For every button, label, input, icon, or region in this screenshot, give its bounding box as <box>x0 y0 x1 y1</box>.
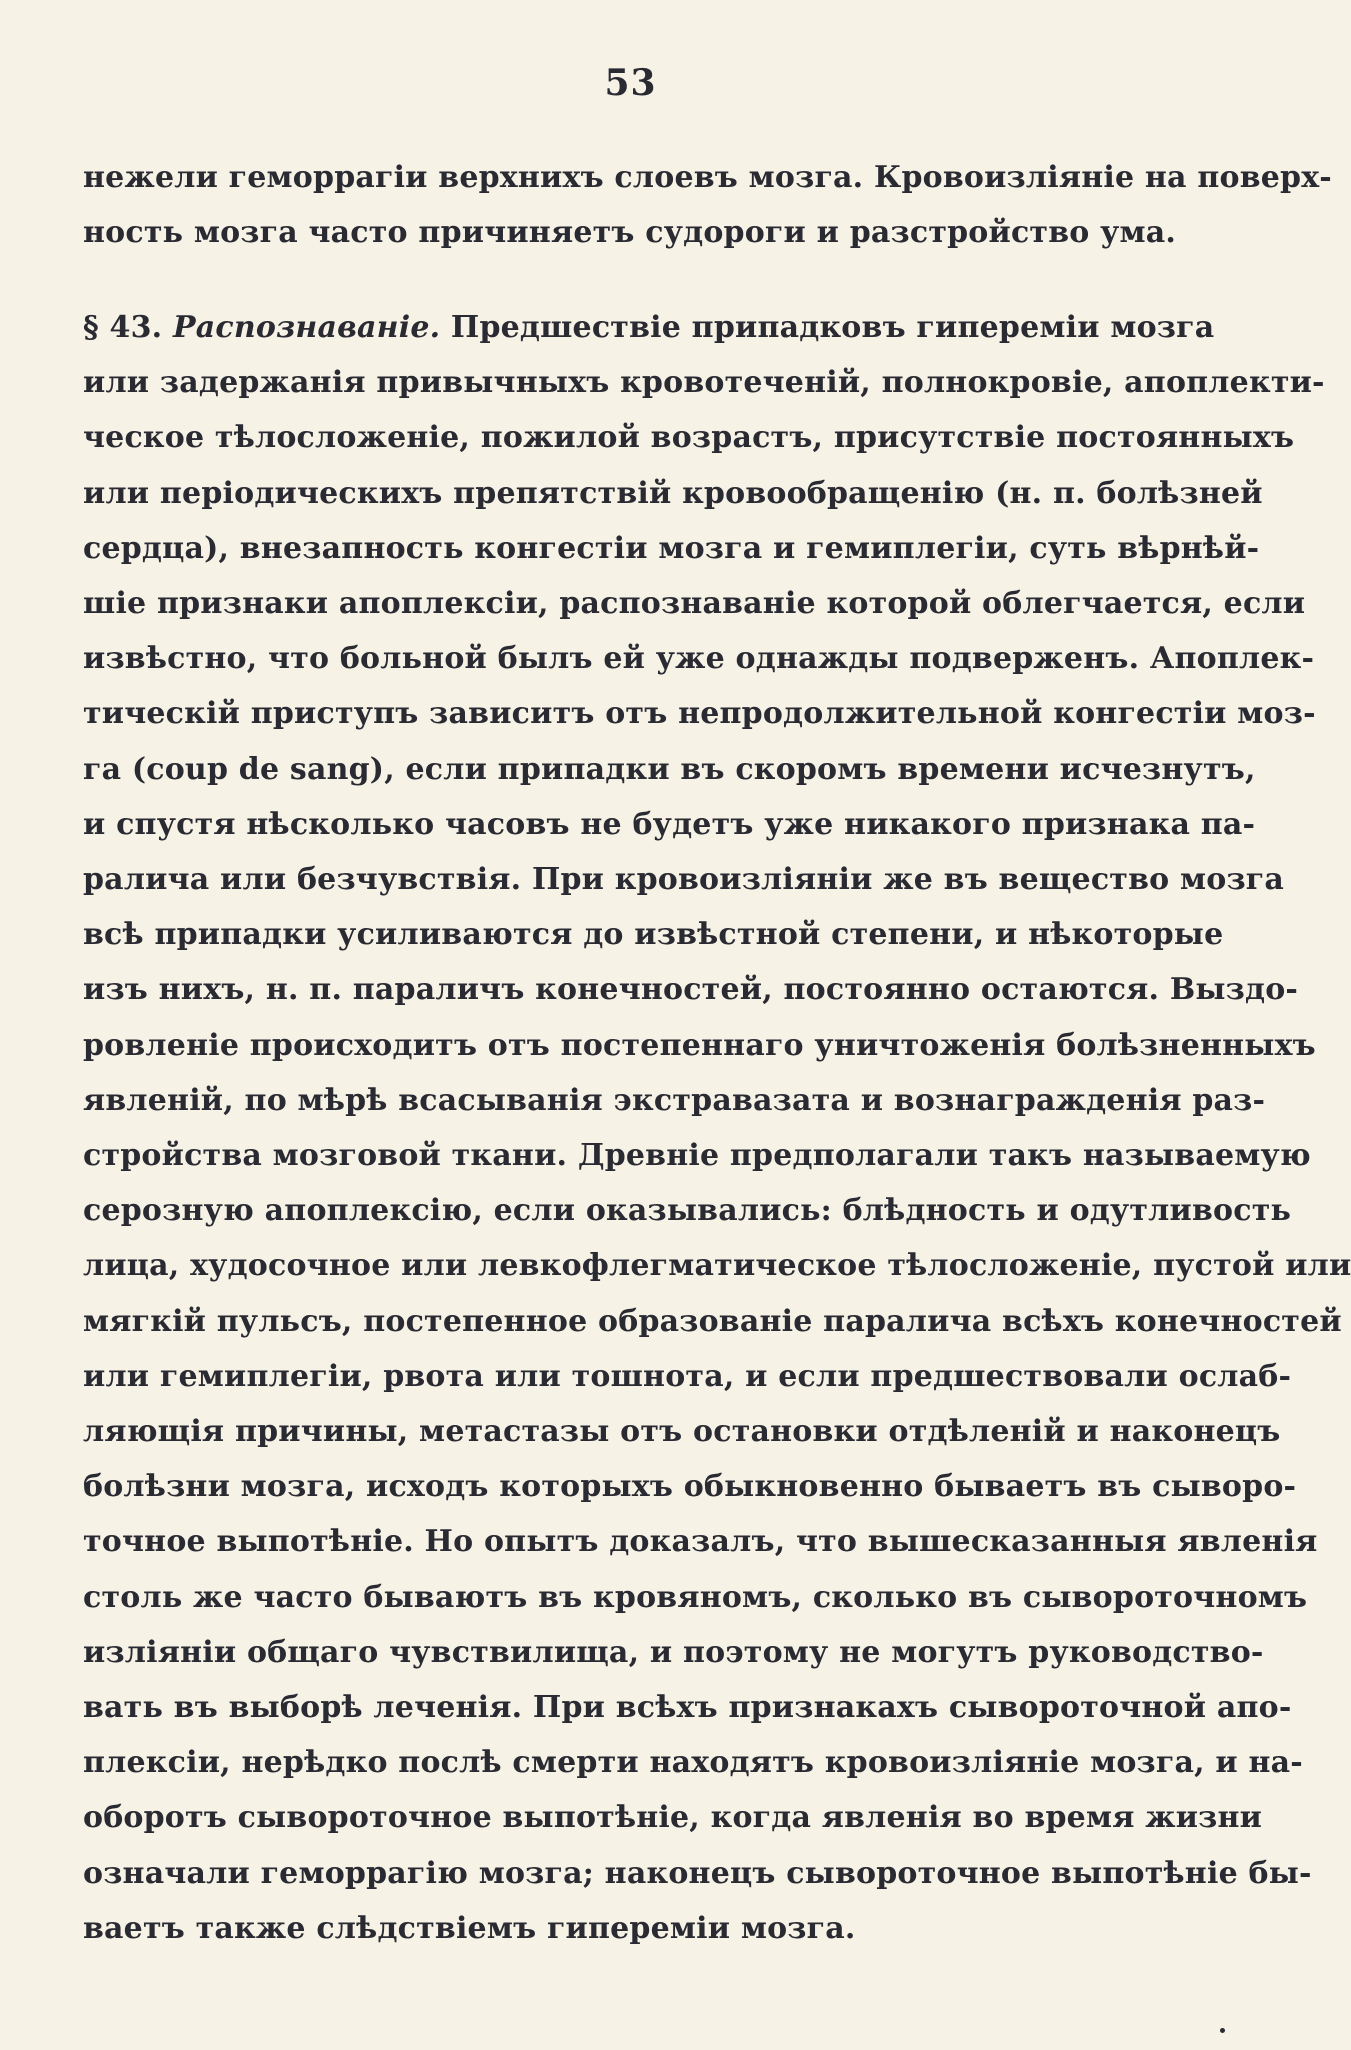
text-line: означали геморрагію мозга; наконецъ сывороточное выпотѣніе бы- <box>83 1855 1312 1891</box>
text-line: тическій приступъ зависитъ отъ непродолжительной конгестіи моз- <box>83 696 1316 732</box>
text-line: всѣ припадки усиливаются до извѣстной степени, и нѣкоторые <box>83 917 1224 953</box>
text-line: ность мозга часто причиняетъ судороги и разстройство ума. <box>83 215 1177 251</box>
text-line: мягкій пульсъ, постепенное образованіе паралича всѣхъ конечностей <box>83 1303 1342 1339</box>
text-line: ровленіе происходитъ отъ постепеннаго уничтоженія болѣзненныхъ <box>83 1027 1316 1063</box>
text-line: точное выпотѣніе. Но опытъ доказалъ, что вышесказанныя явленія <box>83 1524 1318 1560</box>
text-line: извѣстно, что больной былъ ей уже однажды подверженъ. Апоплек- <box>83 641 1315 677</box>
text-line: или періодическихъ препятствій кровообращенію (н. п. болѣзней <box>83 475 1263 511</box>
text-line: болѣзни мозга, исходъ которыхъ обыкновенно бываетъ въ сыворо- <box>83 1469 1297 1505</box>
text-line: ралича или безчувствія. При кровоизліяніи же въ вещество мозга <box>83 862 1285 898</box>
text-line: столь же часто бываютъ въ кровяномъ, сколько въ сывороточномъ <box>83 1579 1308 1615</box>
text-line: изліяніи общаго чувствилища, и поэтому не могутъ руководство- <box>83 1634 1264 1670</box>
text-line: явленій, по мѣрѣ всасыванія экстравазата и вознагражденія раз- <box>83 1082 1266 1118</box>
text-line: или задержанія привычныхъ кровотеченій, полнокровіе, апоплекти- <box>83 365 1325 401</box>
text-line: стройства мозговой ткани. Древніе предполагали такъ называемую <box>83 1138 1311 1174</box>
text-line: серозную апоплексію, если оказывались: блѣдность и одутливость <box>83 1193 1292 1229</box>
section-43-paragraph <box>83 300 1351 1956</box>
section-first-line-text: Предшествіе припадковъ гипереміи мозга <box>450 310 1215 345</box>
text-line: оборотъ сывороточное выпотѣніе, когда явленія во время жизни <box>83 1800 1263 1836</box>
text-line: ваетъ также слѣдствіемъ гипереміи мозга. <box>83 1910 856 1946</box>
text-line: лица, худосочное или левкофлегматическое тѣлосложеніе, пустой или <box>83 1248 1351 1284</box>
text-line: плексіи, нерѣдко послѣ смерти находятъ кровоизліяніе мозга, и на- <box>83 1745 1303 1781</box>
section-number: § 43. <box>83 310 163 345</box>
text-line: и спустя нѣсколько часовъ не будетъ уже никакого признака па- <box>83 806 1256 842</box>
text-line: вать въ выборѣ леченія. При всѣхъ признакахъ сывороточной апо- <box>83 1690 1292 1726</box>
text-line: ляющія причины, метастазы отъ остановки отдѣленій и наконецъ <box>83 1414 1281 1450</box>
text-line: изъ нихъ, н. п. параличъ конечностей, постоянно остаются. Выздо- <box>83 972 1299 1008</box>
text-line: га (coup de sang), если припадки въ скоромъ времени исчезнутъ, <box>83 751 1256 787</box>
text-line: нежели геморрагіи верхнихъ слоевъ мозга. Кровоизліяніе на поверх- <box>83 160 1332 195</box>
ink-speck <box>1220 2028 1225 2033</box>
intro-paragraph <box>83 150 1332 260</box>
text-line: шіе признаки апоплексіи, распознаваніе которой облегчается, если <box>83 586 1306 622</box>
section-first-line <box>83 300 1215 355</box>
text-line: ческое тѣлосложеніе, пожилой возрастъ, присутствіе постоянныхъ <box>83 420 1295 456</box>
section-title: Распознаваніе. <box>172 310 441 345</box>
page-number: 53 <box>604 62 657 104</box>
text-line: сердца), внезапность конгестіи мозга и гемиплегіи, суть вѣрнѣй- <box>83 530 1260 566</box>
text-line: или гемиплегіи, рвота или тошнота, и если предшествовали ослаб- <box>83 1358 1292 1394</box>
